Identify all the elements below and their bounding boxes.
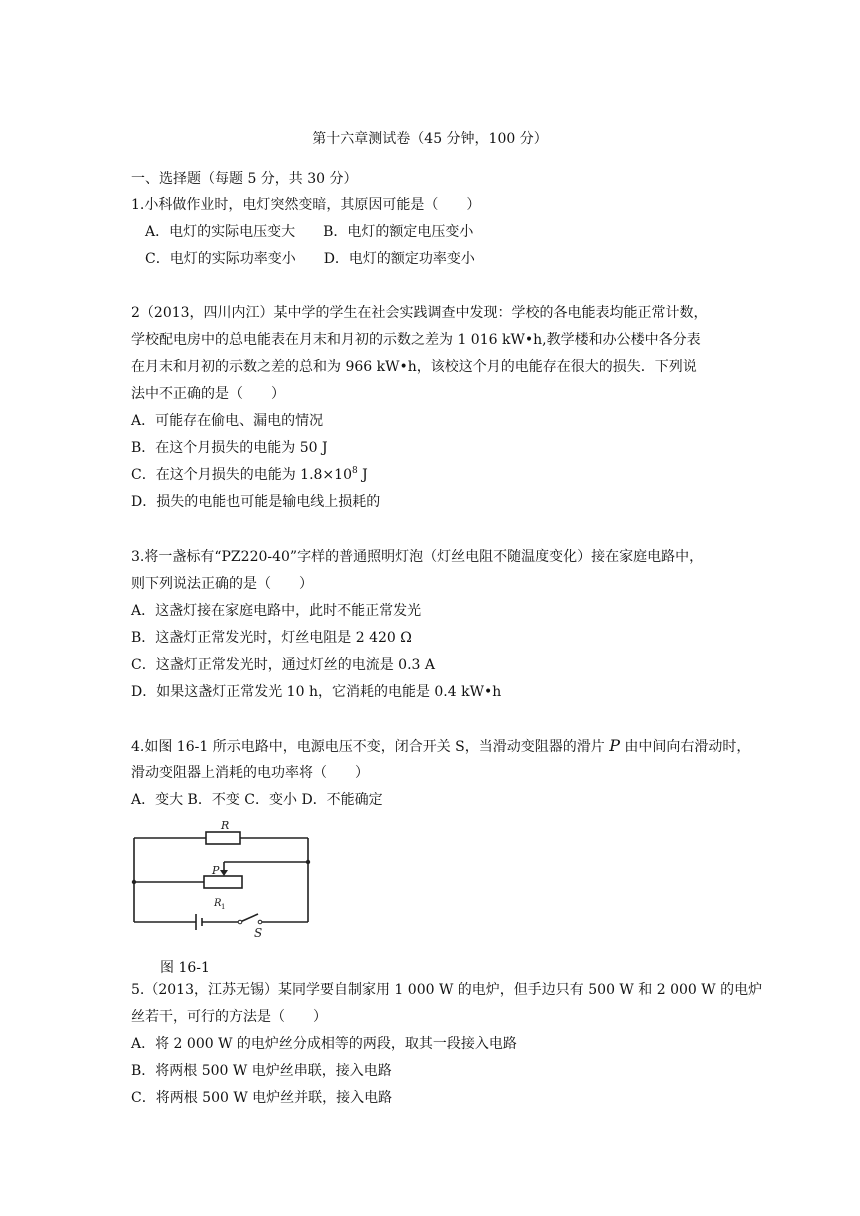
q2-stem-line4: 法中不正确的是（ ） bbox=[131, 386, 285, 402]
label-R1: R bbox=[214, 898, 222, 909]
junction-left bbox=[132, 880, 136, 884]
q1-options-cd: C．电灯的实际功率变小 D．电灯的额定功率变小 bbox=[131, 251, 475, 267]
switch-S bbox=[240, 914, 258, 922]
q3-stem-line1: 3.将一盏标有“PZ220-40”字样的普通照明灯泡（灯丝电阻不随温度变化）接在家庭电路中， bbox=[131, 549, 704, 565]
junction-right bbox=[306, 860, 310, 864]
figure-caption: 图 16-1 bbox=[160, 960, 210, 976]
resistor-R bbox=[206, 832, 240, 844]
q4-options: A．变大 B．不变 C．变小 D．不能确定 bbox=[131, 792, 383, 808]
q2-option-d: D．损失的电能也可能是输电线上损耗的 bbox=[131, 494, 381, 510]
label-S: S bbox=[254, 926, 263, 940]
switch-contact bbox=[258, 920, 262, 924]
q3-option-a: A．这盏灯接在家庭电路中，此时不能正常发光 bbox=[131, 603, 422, 619]
q4-slider-symbol: P bbox=[609, 736, 620, 755]
q2-option-c-exponent: 8 bbox=[351, 466, 358, 476]
q4-stem-text-end: 由中间向右滑动时， bbox=[619, 739, 751, 755]
q4-stem-text: 4.如图 16-1 所示电路中，电源电压不变，闭合开关 S，当滑动变阻器的滑片 bbox=[131, 739, 610, 755]
q5-option-b: B．将两根 500 W 电炉丝串联，接入电路 bbox=[131, 1063, 392, 1079]
q2-stem-line1: 2（2013，四川内江）某中学的学生在社会实践调查中发现：学校的各电能表均能正常计数， bbox=[131, 305, 708, 321]
label-P: P bbox=[212, 864, 220, 877]
q3-option-d: D．如果这盏灯正常发光 10 h，它消耗的电能是 0.4 kW•h bbox=[131, 684, 502, 700]
switch-pivot bbox=[238, 920, 242, 924]
rheostat-R1 bbox=[204, 876, 242, 888]
q2-option-b: B．在这个月损失的电能为 50 J bbox=[131, 440, 328, 456]
label-R1-subscript: 1 bbox=[221, 903, 226, 911]
q5-stem-line1: 5.（2013，江苏无锡）某同学要自制家用 1 000 W 的电炉，但手边只有 500 W 和 2 000 W 的电炉 bbox=[131, 982, 763, 998]
section-heading: 一、选择题（每题 5 分，共 30 分） bbox=[131, 171, 358, 187]
slider-arrow bbox=[220, 870, 228, 876]
q2-option-c-text: C．在这个月损失的电能为 1.8×10 bbox=[131, 467, 352, 483]
circuit-diagram bbox=[128, 818, 324, 942]
q2-option-c bbox=[131, 466, 368, 484]
q1-options-ab: A．电灯的实际电压变大 B．电灯的额定电压变小 bbox=[131, 224, 474, 240]
q5-option-c: C．将两根 500 W 电炉丝并联，接入电路 bbox=[131, 1090, 393, 1106]
q2-option-a: A．可能存在偷电、漏电的情况 bbox=[131, 413, 324, 429]
q5-option-a: A．将 2 000 W 的电炉丝分成相等的两段，取其一段接入电路 bbox=[131, 1036, 517, 1052]
label-R: R bbox=[221, 819, 230, 832]
q3-option-b: B．这盏灯正常发光时，灯丝电阻是 2 420 Ω bbox=[131, 630, 412, 646]
q3-stem-line2: 则下列说法正确的是（ ） bbox=[131, 576, 313, 592]
q2-stem-line2: 学校配电房中的总电能表在月末和月初的示数之差为 1 016 kW•h,教学楼和办公楼中各分表 bbox=[131, 332, 701, 348]
q3-option-c: C．这盏灯正常发光时，通过灯丝的电流是 0.3 A bbox=[131, 657, 435, 673]
q5-stem-line2: 丝若干，可行的方法是（ ） bbox=[131, 1009, 327, 1025]
page-title: 第十六章测试卷（45 分钟，100 分） bbox=[312, 131, 548, 147]
q4-stem-line1 bbox=[131, 737, 750, 756]
q2-option-c-unit: J bbox=[357, 467, 368, 483]
q1-stem: 1.小科做作业时，电灯突然变暗，其原因可能是（ ） bbox=[131, 197, 481, 213]
q4-stem-line2: 滑动变阻器上消耗的电功率将（ ） bbox=[131, 765, 369, 781]
q2-stem-line3: 在月末和月初的示数之差的总和为 966 kW•h，该校这个月的电能存在很大的损失．下列说 bbox=[131, 359, 697, 375]
